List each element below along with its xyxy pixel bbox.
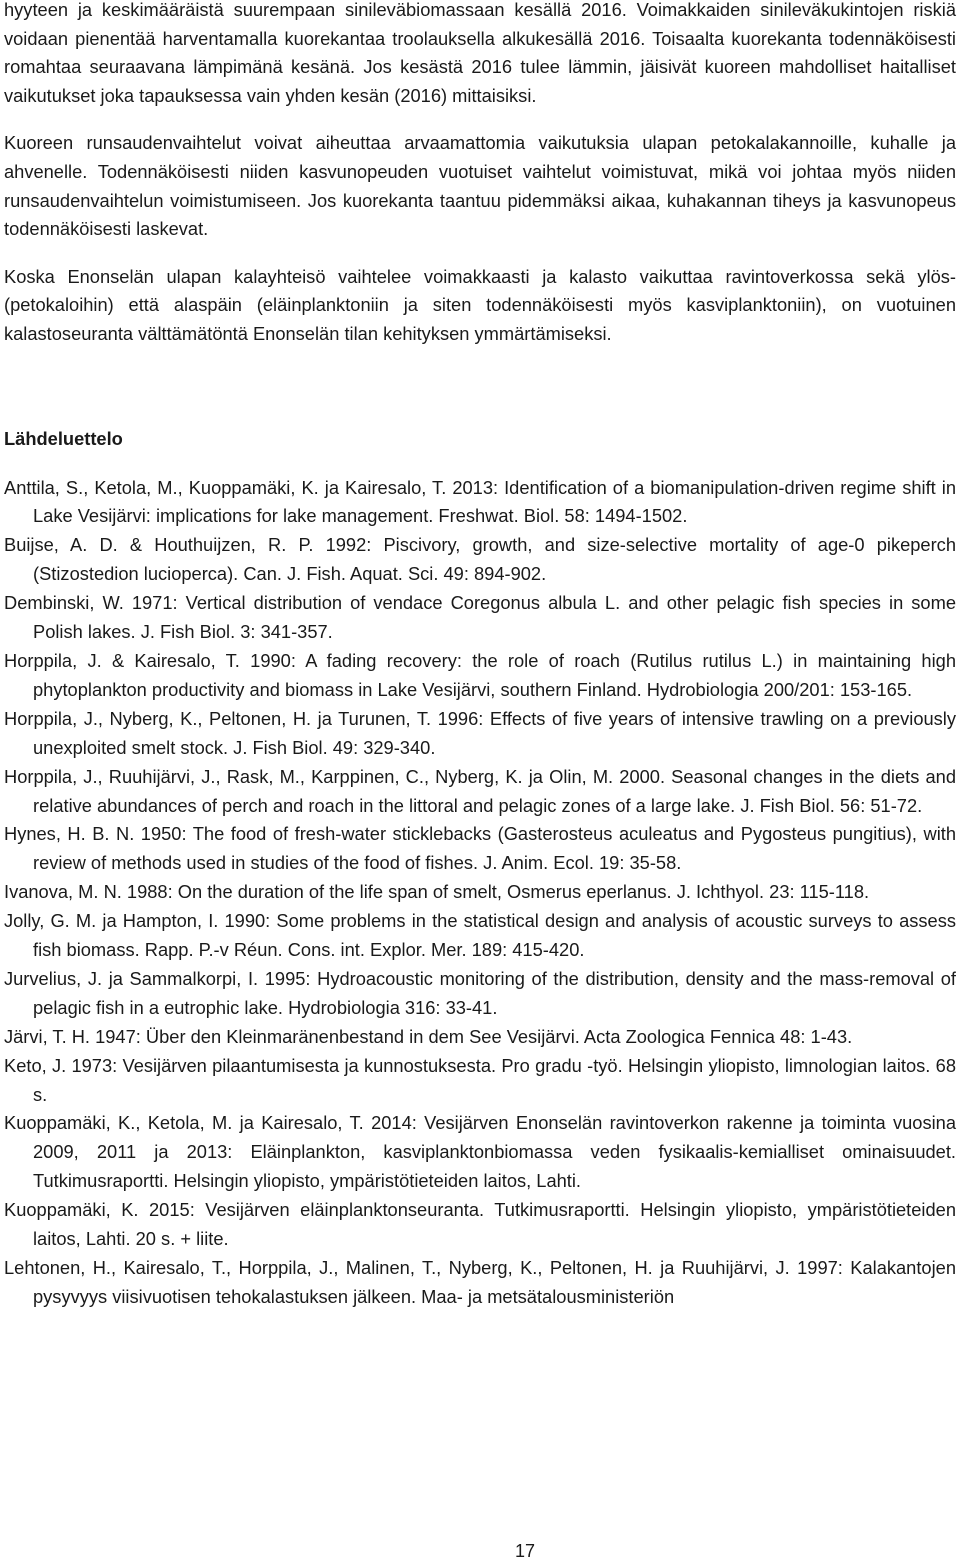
body-paragraph: hyyteen ja keskimääräistä suurempaan sinileväbiomassaan kesällä 2016. Voimakkaiden sinileväkukintojen riskiä voidaan pienentää harventamalla kuorekantaa troolauksella alkukesällä 2016. Toisaalta kuorekanta todennäköisesti romahtaa seuraavana lämpimänä kesänä. Jos kesästä 2016 tulee lämmin, jäisivät kuoreen mahdolliset haitalliset vaikutukset joka tapauksessa vain yhden kesän (2016) mittaisiksi.	[4, 0, 956, 106]
reference-item: Keto, J. 1973: Vesijärven pilaantumisesta ja kunnostuksesta. Pro gradu -työ. Helsingin yliopisto, limnologian laitos. 68 s.	[4, 1054, 956, 1105]
reference-item: Dembinski, W. 1971: Vertical distribution of vendace Coregonus albula L. and other pelagic fish species in some Polish lakes. J. Fish Biol. 3: 341-357.	[4, 592, 956, 643]
reference-item: Kuoppamäki, K. 2015: Vesijärven eläinplanktonseuranta. Tutkimusraportti. Helsingin yliopisto, ympäristötieteiden laitos, Lahti. 20 s. + liite.	[4, 1199, 956, 1250]
section-heading: Lähdeluettelo	[4, 427, 123, 449]
reference-item: Kuoppamäki, K., Ketola, M. ja Kairesalo, T. 2014: Vesijärven Enonselän ravintoverkon rakenne ja toiminta vuosina 2009, 2011 ja 2013: Eläinplankton, kasviplanktonbiomassa veden fysikaalis-kemialliset ominaisuudet. Tutkimusraportti. Helsingin yliopisto, ympäristötieteiden laitos, Lahti.	[4, 1112, 956, 1192]
reference-item: Ivanova, M. N. 1988: On the duration of the life span of smelt, Osmerus eperlanus. J. Ichthyol. 23: 115-118.	[4, 881, 870, 903]
body-paragraph: Kuoreen runsaudenvaihtelut voivat aiheuttaa arvaamattomia vaikutuksia ulapan petokalakannoille, kuhalle ja ahvenelle. Todennäköisesti niiden kasvunopeuden vuotuiset vaihtelut voimistuvat, mikä voi johtaa myös niiden runsaudenvaihtelun voimistumiseen. Jos kuorekanta taantuu pidemmäksi aikaa, kuhakannan tiheys ja kasvunopeus todennäköisesti laskevat.	[4, 132, 956, 240]
reference-item: Buijse, A. D. & Houthuijzen, R. P. 1992: Piscivory, growth, and size-selective mortality of age-0 pikeperch (Stizostedion lucioperca). Can. J. Fish. Aquat. Sci. 49: 894-902.	[4, 534, 956, 585]
page-number: 17	[514, 1541, 536, 1561]
reference-item: Jolly, G. M. ja Hampton, I. 1990: Some problems in the statistical design and analysis of acoustic surveys to assess fish biomass. Rapp. P.-v Réun. Cons. int. Explor. Mer. 189: 415-420.	[4, 910, 956, 961]
reference-item: Lehtonen, H., Kairesalo, T., Horppila, J., Malinen, T., Nyberg, K., Peltonen, H. ja Ruuhijärvi, J. 1997: Kalakantojen pysyvyys viisivuotisen tehokalastuksen jälkeen. Maa- ja metsätalousministeriön	[4, 1257, 956, 1307]
reference-item: Horppila, J., Ruuhijärvi, J., Rask, M., Karppinen, C., Nyberg, K. ja Olin, M. 2000. Seasonal changes in the diets and relative abundances of perch and roach in the littoral and pelagic zones of a large lake. J. Fish Biol. 56: 51-72.	[4, 765, 956, 816]
document-page	[4, 0, 956, 1312]
reference-item: Hynes, H. B. N. 1950: The food of fresh-water sticklebacks (Gasterosteus aculeatus and Pygosteus pungitius), with review of methods used in studies of the food of fishes. J. Anim. Ecol. 19: 35-58.	[4, 823, 956, 874]
reference-list	[4, 474, 956, 1312]
reference-item: Horppila, J. & Kairesalo, T. 1990: A fading recovery: the role of roach (Rutilus rutilus L.) in maintaining high phytoplankton productivity and biomass in Lake Vesijärvi, southern Finland. Hydrobiologia 200/201: 153-165.	[4, 649, 956, 700]
body-paragraph: Koska Enonselän ulapan kalayhteisö vaihtelee voimakkaasti ja kalasto vaikuttaa ravintoverkossa sekä ylös- (petokaloihin) että alaspäin (eläinplanktoniin ja siten todennäköisesti myös kasviplanktoniin), on vuotuinen kalastoseuranta välttämätöntä Enonselän tilan kehityksen ymmärtämiseksi.	[4, 265, 956, 344]
reference-item: Jurvelius, J. ja Sammalkorpi, I. 1995: Hydroacoustic monitoring of the distribution, density and the mass-removal of pelagic fish in a eutrophic lake. Hydrobiologia 316: 33-41.	[4, 967, 956, 1018]
reference-item: Järvi, T. H. 1947: Über den Kleinmaränenbestand in dem See Vesijärvi. Acta Zoologica Fennica 48: 1-43.	[4, 1025, 853, 1047]
reference-item: Horppila, J., Nyberg, K., Peltonen, H. ja Turunen, T. 1996: Effects of five years of intensive trawling on a previously unexploited smelt stock. J. Fish Biol. 49: 329-340.	[4, 707, 956, 758]
reference-item: Anttila, S., Ketola, M., Kuoppamäki, K. ja Kairesalo, T. 2013: Identification of a biomanipulation-driven regime shift in Lake Vesijärvi: implications for lake management. Freshwat. Biol. 58: 1494-1502.	[4, 476, 956, 527]
